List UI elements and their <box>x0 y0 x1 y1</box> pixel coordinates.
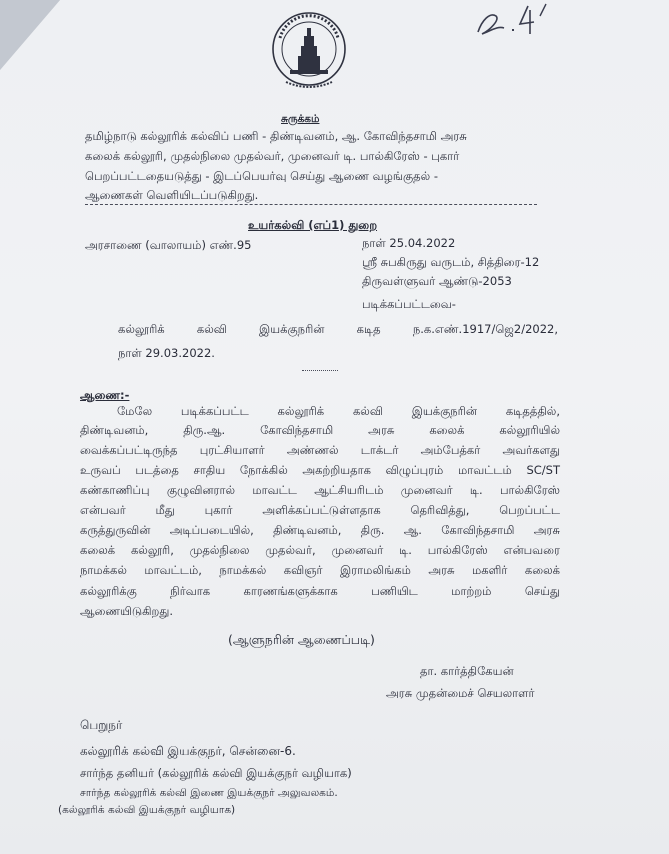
order-line: திண்டிவனம், திரு.ஆ. கோவிந்தசாமி அரசு கலைக் கல்லூரியில் <box>80 423 560 437</box>
summary-heading: சுருக்கம் <box>281 113 320 125</box>
copy-line: (கல்லூரிக் கல்வி இயக்குநர் வழியாக) <box>58 804 236 816</box>
tamil-date: ஸ்ரீ சுபகிருது வருடம், சித்திரை-12 <box>362 255 540 269</box>
order-number: அரசாணை (வாலாயம்) எண்.95 <box>85 238 252 252</box>
section-separator <box>302 370 338 371</box>
order-line: கருத்துருவின் அடிப்படையில், திண்டிவனம், திரு. ஆ. கோவிந்தசாமி அரசு <box>80 523 560 537</box>
signatory-name: தா. கார்த்திகேயன் <box>420 664 514 678</box>
read-label: படிக்கப்பட்டவை- <box>362 297 456 311</box>
order-line: ஆணையிடுகிறது. <box>80 604 174 618</box>
order-line: கல்லூரிக்கு நிர்வாக காரணங்களுக்காக பணியிட மாற்றம் செய்து <box>80 584 560 598</box>
order-line: கண்காணிப்பு குழுவினரால் மாவட்ட ஆட்சியரிடம் முனைவர் டி. பால்கிரேஸ் <box>80 483 560 497</box>
order-date: நாள் 25.04.2022 <box>362 236 456 250</box>
summary-line: ஆணைகள் வெளியிடப்படுகிறது. <box>85 188 259 202</box>
to-label: பெறுநர் <box>80 718 123 732</box>
order-line: மேலே படிக்கப்பட்ட கல்லூரிக் கல்வி இயக்குநரின் கடிதத்தில், <box>117 404 560 418</box>
signatory-title: அரசு முதன்மைச் செயலாளர் <box>386 686 535 700</box>
summary-divider <box>85 204 537 205</box>
order-line: வைக்கப்பட்டிருந்த புரட்சியாளர் அண்ணல் டாக்டர் அம்பேத்கர் அவர்களது <box>80 443 560 457</box>
governor-order: (ஆளுநரின் ஆணைப்படி) <box>228 632 375 647</box>
reference-date: நாள் 29.03.2022. <box>118 346 215 360</box>
order-line: நாமக்கல் மாவட்டம், நாமக்கல் கவிஞர் இராமலிங்கம் அரசு மகளிர் கலைக் <box>80 563 560 577</box>
government-emblem <box>268 8 350 98</box>
order-line: என்பவர் மீது புகார் அளிக்கப்பட்டுள்ளதாக தெரிவித்து, பெறப்பட்ட <box>80 503 560 517</box>
tamil-year: திருவள்ளுவர் ஆண்டு-2053 <box>362 274 512 288</box>
to-address: கல்லூரிக் கல்வி இயக்குநர், சென்னை-6. <box>80 744 296 758</box>
order-line: கலைக் கல்லூரி, முதல்நிலை முதல்வர், முனைவர் டி. பால்கிரேஸ் என்பவரை <box>80 543 560 557</box>
summary-line: பெறப்பட்டதையடுத்து - இடப்பெயர்வு செய்து ஆணை வழங்குதல் - <box>85 169 438 183</box>
copy-line: சார்ந்த தனியர் (கல்லூரிக் கல்வி இயக்குநர் வழியாக) <box>80 766 352 780</box>
department-heading: உயர்கல்வி (எப்1) துறை <box>248 218 378 232</box>
summary-line: கலைக் கல்லூரி, முதல்நிலை முதல்வர், முனைவர் டி. பால்கிரேஸ் - புகார் <box>85 149 460 163</box>
order-line: உருவப் படத்தை சாதிய நோக்கில் அகற்றியதாக விழுப்புரம் மாவட்டம் SC/ST <box>80 463 560 477</box>
order-heading: ஆணை:- <box>80 388 130 402</box>
folded-corner <box>0 0 60 70</box>
summary-line: தமிழ்நாடு கல்லூரிக் கல்விப் பணி - திண்டிவனம், ஆ. கோவிந்தசாமி அரசு <box>85 129 467 143</box>
handwritten-note <box>468 0 558 40</box>
copy-line: சார்ந்த கல்லூரிக் கல்வி இணை இயக்குநர் அலுவலகம். <box>80 787 338 799</box>
reference-line: கல்லூரிக் கல்வி இயக்குநரின் கடித ந.க.எண்.1917/ஜெ2/2022, <box>118 322 558 336</box>
